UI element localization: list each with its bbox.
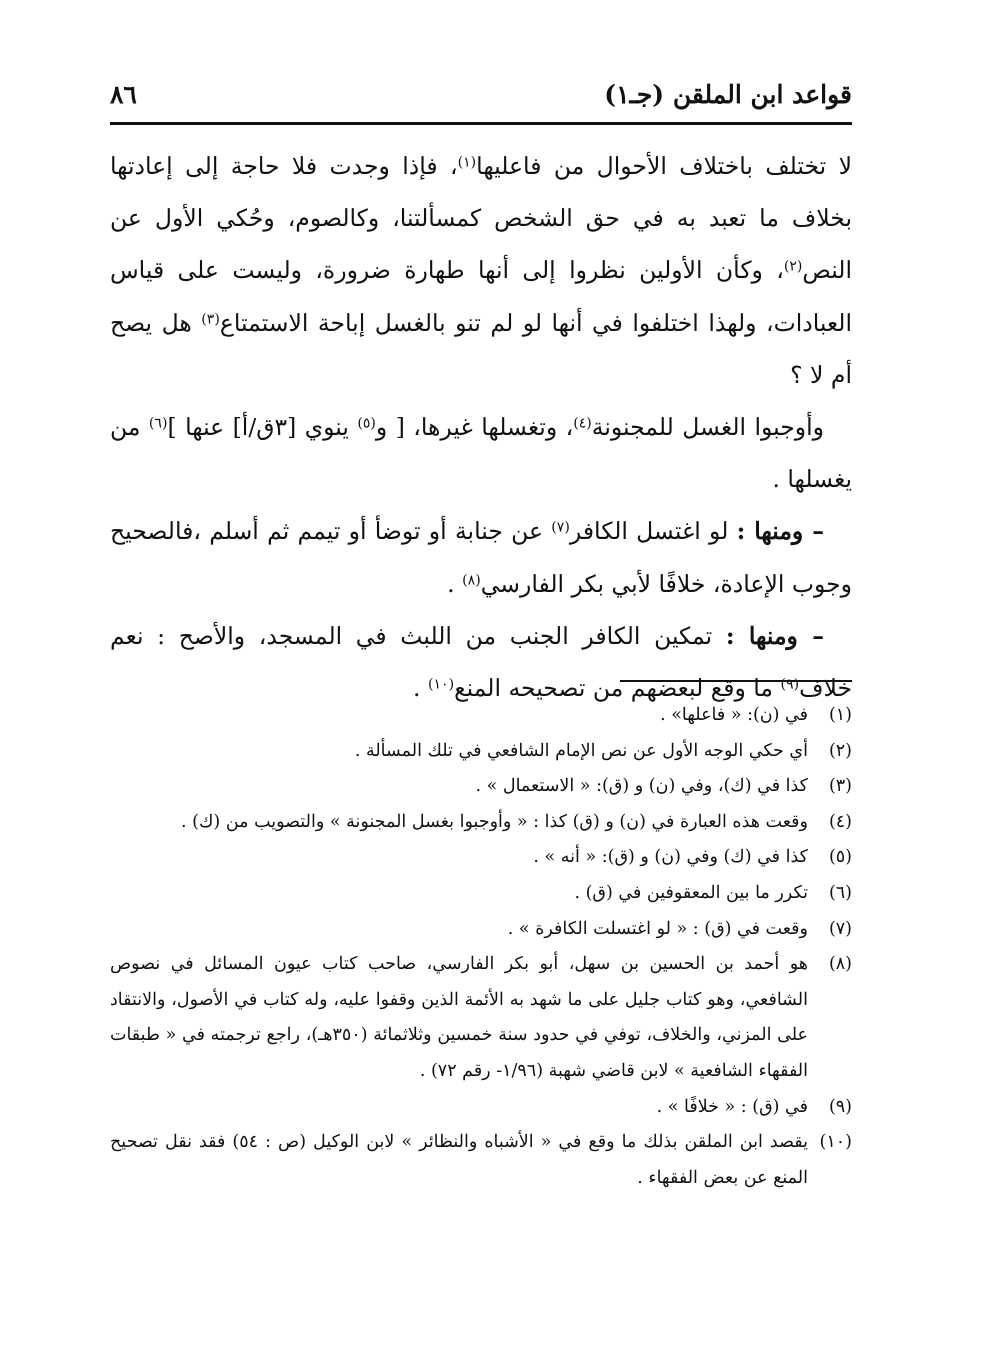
paragraph-3 [110, 505, 852, 609]
text-run: تمكين الكافر الجنب من اللبث في المسجد، والأصح : نعم خلاف [110, 621, 852, 703]
text-run: ، وتغسلها غيرها، [ و [375, 413, 574, 442]
text-run: ، فإذا وجدت فلا حاجة إلى إعادتها بخلاف ما تعبد به في حق الشخص كمسألتنا، وكالصوم، وحُكي الأول عن النص [110, 152, 852, 285]
footnote-2 [110, 734, 852, 770]
footnote-6 [110, 876, 852, 912]
footnote-number: (٣) [828, 776, 852, 797]
footnote-text: وقعت في (ق) : « لو اغتسلت الكافرة » . [507, 918, 808, 939]
footnote-3 [110, 769, 852, 805]
footnote-text: كذا في (ك) وفي (ن) و (ق): « أنه » . [533, 847, 808, 868]
footnote-number: (٧) [828, 918, 852, 939]
footnote-number: (٨) [828, 954, 852, 975]
section-lead: – ومنها : [736, 517, 824, 546]
footnote-text: في (ن): « فاعلها» . [660, 705, 808, 725]
page-header [110, 74, 852, 114]
footnote-number: (٩) [828, 1096, 852, 1117]
text-run: . [413, 674, 428, 703]
footnote-ref-5[interactable]: (٥) [357, 415, 376, 432]
footnote-ref-3[interactable]: (٣) [201, 310, 220, 327]
footnote-ref-2[interactable]: (٢) [783, 258, 803, 275]
text-run: . [447, 569, 463, 598]
page-number: ٨٦ [110, 79, 137, 109]
text-run: من يغسلها . [110, 413, 852, 494]
footnote-divider [620, 680, 852, 682]
footnote-text: أي حكي الوجه الأول عن نص الإمام الشافعي في تلك المسألة . [354, 740, 808, 761]
text-run: هل يصح أم لا ؟ [110, 308, 852, 389]
footnote-ref-8[interactable]: (٨) [462, 571, 481, 588]
footnote-text: وقعت هذه العبارة في (ن) و (ق) كذا : « وأوجبوا بغسل المجنونة » والتصويب من (ك) . [181, 811, 808, 832]
footnote-text: كذا في (ك)، وفي (ن) و (ق): « الاستعمال » . [475, 776, 808, 797]
text-run: ما وقع لبعضهم من تصحيحه المنع [454, 674, 781, 703]
footnote-ref-10[interactable]: (١٠) [427, 676, 455, 693]
footnote-number: (٦) [828, 882, 852, 903]
text-run: ينوي [٣ق/أ] عنها ] [167, 413, 358, 442]
footnote-9 [110, 1090, 852, 1126]
paragraph-1 [110, 140, 852, 401]
footnote-8 [110, 947, 852, 1089]
paragraph-2 [110, 401, 852, 505]
text-run: لا تختلف باختلاف الأحوال من فاعليها [476, 152, 852, 180]
footnote-number: (١) [828, 705, 852, 725]
footnote-ref-7[interactable]: (٧) [551, 519, 570, 536]
footnote-5 [110, 840, 852, 876]
footnote-1 [110, 698, 852, 734]
text-run: وأوجبوا الغسل للمجنونة [591, 413, 824, 442]
section-lead: – ومنها : [725, 621, 824, 650]
footnote-number: (١٠) [819, 1132, 852, 1153]
footnote-text: يقصد ابن الملقن بذلك ما وقع في « الأشباه والنظائر » لابن الوكيل (ص : ٥٤) فقد نقل تصحيح المنع عن بعض الفقهاء . [110, 1132, 808, 1188]
footnote-4 [110, 805, 852, 841]
footnote-ref-4[interactable]: (٤) [573, 415, 592, 432]
text-run: لو اغتسل الكافر [569, 517, 737, 546]
footnote-number: (٤) [828, 811, 852, 832]
footnote-ref-1[interactable]: (١) [457, 154, 477, 171]
book-title: قواعد ابن الملقن (جـ١) [604, 79, 852, 109]
footnote-number: (٢) [828, 740, 852, 761]
footnote-7 [110, 912, 852, 948]
text-run: ، وكأن الأولين نظروا إلى أنها طهارة ضرورة، وليست على قياس العبادات، ولهذا اختلفوا في أنها لو لم تنو بالغسل إباحة الاستمتاع [110, 256, 852, 337]
footnote-10 [110, 1125, 852, 1196]
text-run: عن جنابة أو توضأ أو تيمم ثم أسلم ،فالصحيح وجوب الإعادة، خلافًا لأبي بكر الفارسي [110, 517, 852, 598]
footnote-text: هو أحمد بن الحسين بن سهل، أبو بكر الفارسي، صاحب كتاب عيون المسائل في نصوص الشافعي، وهو كتاب جليل على ما شهد به الأئمة الذين وقفوا عليه، وله كتاب في الأصول، والانتقاد على المزني، والخلاف، توفي في حدود سنة خمسين وثلاثمائة (٣٥٠هـ)، راجع ترجمته في « طبقات الفقهاء الشافعية » لابن قاضي شهبة (١/٩٦- رقم ٧٢) . [110, 954, 808, 1081]
footnote-ref-6[interactable]: (٦) [148, 415, 168, 432]
footnote-text: تكرر ما بين المعقوفين في (ق) . [574, 882, 808, 903]
footnote-number: (٥) [828, 847, 852, 868]
footnote-ref-9[interactable]: (٩) [780, 676, 800, 693]
main-text [110, 140, 852, 714]
header-divider [110, 122, 852, 125]
footnotes [110, 698, 852, 1196]
footnote-text: في (ق) : « خلافًا » . [656, 1096, 808, 1117]
